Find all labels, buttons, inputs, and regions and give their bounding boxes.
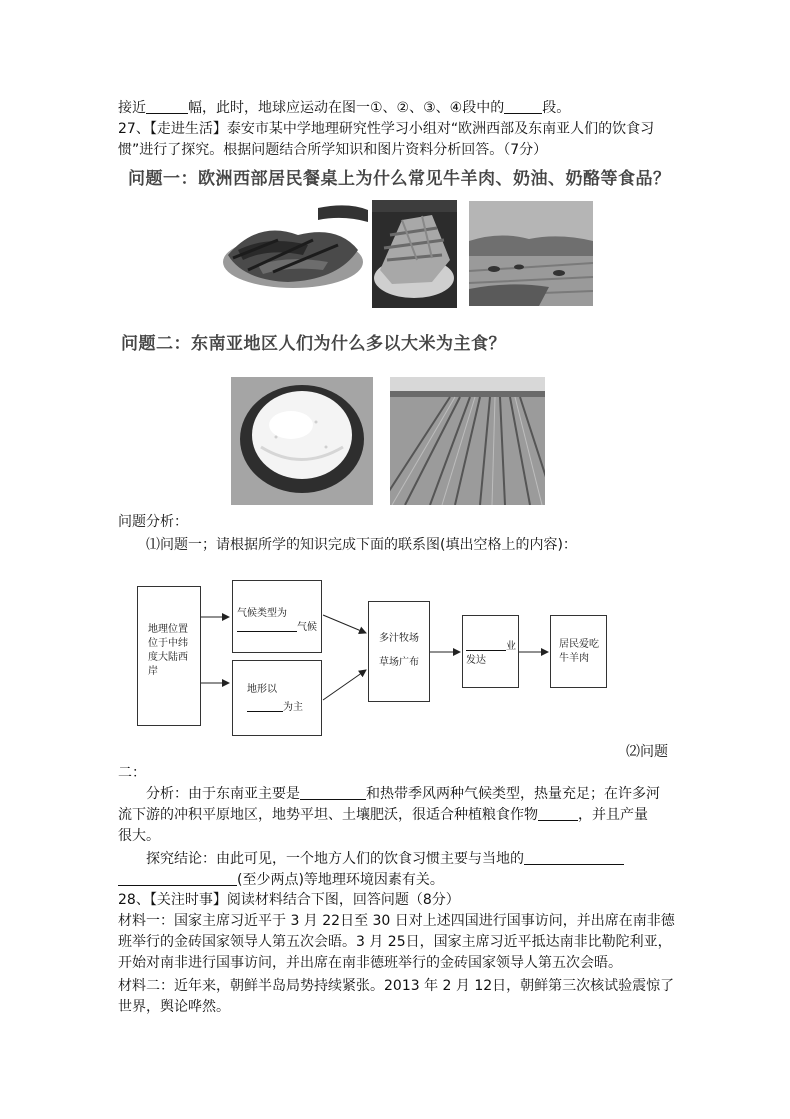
question-1-heading: 问题一：欧洲西部居民餐桌上为什么常见牛羊肉、奶油、奶酪等食品？	[128, 169, 671, 189]
question-2-heading: 问题二：东南亚地区人们为什么多以大米为主食？	[121, 334, 506, 354]
analysis-title: 问题分析：	[118, 514, 188, 530]
analysis-part-2-cont: 二：	[118, 765, 146, 781]
box-text: 业	[506, 641, 516, 652]
blank[interactable]	[524, 850, 624, 865]
text: 分析：由于东南亚主要是	[146, 786, 300, 802]
text: 段。	[542, 100, 571, 116]
blank[interactable]	[300, 785, 366, 800]
box-text: 草场广布	[379, 657, 419, 668]
box-text: 地形以	[247, 684, 277, 695]
box-text: 居民爱吃牛羊肉	[559, 639, 599, 664]
material-1-line-2: 班举行的金砖国家领导人第五次会晤。3 月 25日，国家主席习近平抵达南非比勒陀利亚，	[118, 934, 672, 950]
text: 和热带季风两种气候类型，热量充足；在许多河	[366, 786, 660, 802]
text: ，并且产量	[578, 807, 648, 823]
diagram-box-result	[550, 615, 607, 688]
question-27-line-1: 27、【走进生活】泰安市某中学地理研究性学习小组对“欧洲西部及东南亚人们的饮食习	[118, 121, 655, 137]
box-text: 发达	[466, 655, 486, 666]
blank[interactable]	[466, 640, 506, 651]
blank[interactable]	[247, 701, 283, 712]
diagram-box-location	[137, 586, 201, 726]
material-2-line-2: 世界，舆论哗然。	[118, 999, 230, 1015]
text: 幅，此时，地球应运动在图一①、②、③、④段中的	[188, 100, 505, 116]
diagram-box-industry	[462, 615, 519, 688]
question-27-line-2: 惯”进行了探究。根据问题结合所学知识和图片资料分析回答。（7分）	[118, 142, 548, 158]
analysis-line-1	[146, 784, 660, 804]
analysis-part-1: ⑴问题一；请根据所学的知识完成下面的联系图(填出空格上的内容)：	[146, 537, 577, 553]
blank[interactable]	[538, 806, 578, 821]
conclusion-line-1	[146, 849, 624, 869]
text: 接近	[118, 100, 146, 116]
material-1-line-1: 材料一：国家主席习近平于 3 月 22日至 30 日对上述四国进行国事访问，并出席在南非德	[118, 913, 675, 929]
question-28-title: 28、【关注时事】阅读材料结合下图，回答问题（8分）	[118, 892, 460, 908]
conclusion-line-2	[118, 870, 444, 890]
blank[interactable]	[118, 871, 237, 886]
analysis-part-2-label: ⑵问题	[626, 744, 668, 760]
material-1-line-3: 开始对南非进行国事访问，并出席在南非德班举行的金砖国家领导人第五次会晤。	[118, 955, 622, 971]
analysis-line-2	[118, 805, 648, 825]
diagram-box-climate	[232, 580, 322, 653]
diagram-box-pasture	[368, 601, 430, 702]
box-text: 气候	[297, 622, 317, 633]
text: 探究结论：由此可见，一个地方人们的饮食习惯主要与当地的	[146, 851, 524, 867]
diagram-box-terrain	[232, 660, 322, 736]
box-text: 地理位置位于中纬度大陆西岸	[148, 624, 188, 677]
text: 流下游的冲积平原地区，地势平坦、土壤肥沃，很适合种植粮食作物	[118, 807, 538, 823]
box-text: 为主	[283, 702, 303, 713]
blank[interactable]	[237, 621, 297, 632]
text: (至少两点)等地理环境因素有关。	[237, 872, 444, 888]
box-text: 气候类型为	[237, 608, 287, 619]
box-text: 多汁牧场	[379, 633, 419, 644]
analysis-line-3: 很大。	[118, 828, 160, 844]
material-2-line-1: 材料二：近年来，朝鲜半岛局势持续紧张。2013 年 2 月 12日，朝鲜第三次核试验震惊了	[118, 978, 675, 994]
